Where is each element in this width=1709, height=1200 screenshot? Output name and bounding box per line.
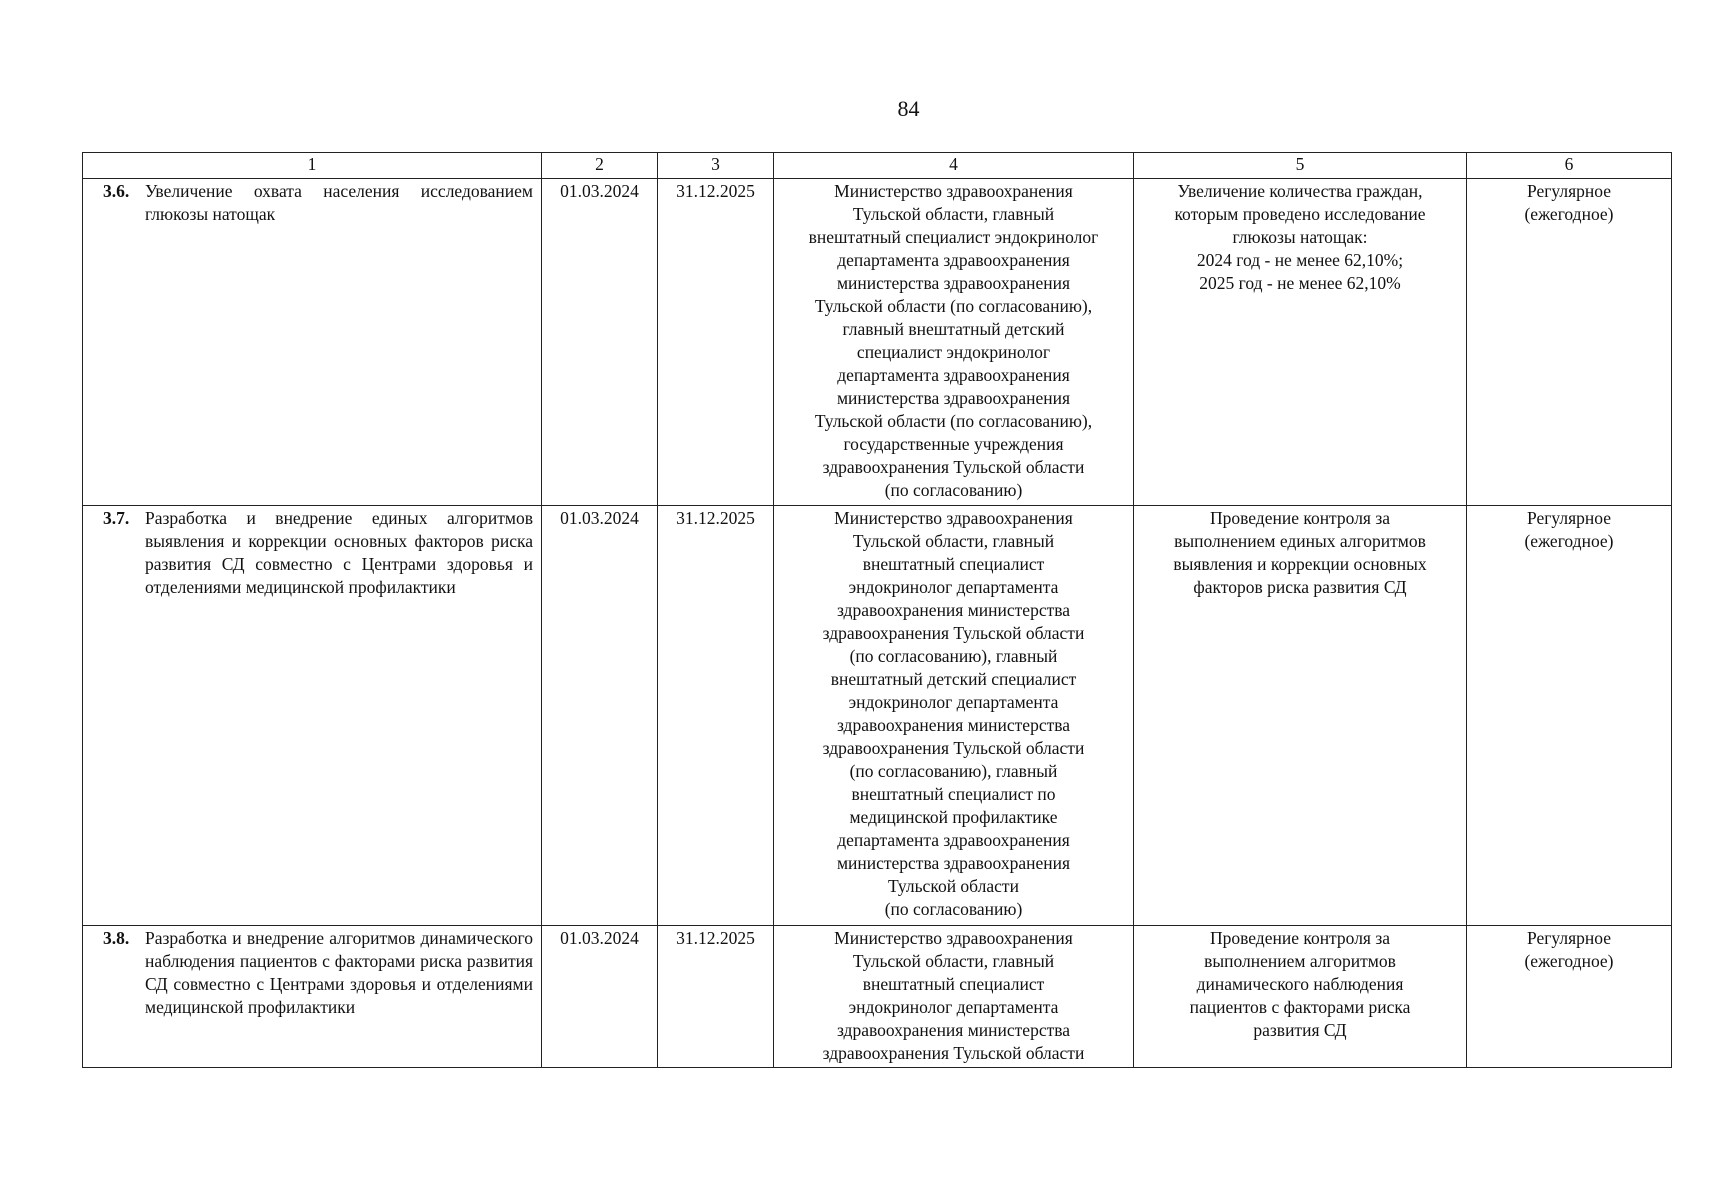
column-header-6: 6 bbox=[1467, 153, 1672, 179]
task-cell bbox=[83, 926, 542, 1068]
column-header-3: 3 bbox=[658, 153, 774, 179]
responsible-cell: Министерство здравоохранения Тульской области, главный внештатный специалист эндокринолог департамента здравоохранения министерства здравоохранения Тульской области (по согласованию), главный внештатный детский специалист эндокринолог департамента здравоохранения министерства здравоохранения Тульской области (по согласованию), главный внештатный специалист по медицинской профилактике департамента здравоохранения министерства здравоохранения Тульской области (по согласованию) bbox=[774, 506, 1134, 926]
page-number: 84 bbox=[897, 96, 920, 121]
start-date: 01.03.2024 bbox=[542, 926, 658, 1068]
measures-table bbox=[82, 152, 1672, 1068]
result-cell: Увеличение количества граждан, которым проведено исследование глюкозы натощак: 2024 год - не менее 62,10%; 2025 год - не менее 62,10% bbox=[1134, 179, 1467, 506]
table-row bbox=[83, 506, 1672, 926]
task-text: Разработка и внедрение единых алгоритмов выявления и коррекции основных факторов риска развития СД совместно с Центрами здоровья и отделениями медицинской профилактики bbox=[145, 508, 533, 597]
header-row bbox=[83, 153, 1672, 179]
end-date: 31.12.2025 bbox=[658, 506, 774, 926]
result-cell: Проведение контроля за выполнением единых алгоритмов выявления и коррекции основных факторов риска развития СД bbox=[1134, 506, 1467, 926]
column-header-1: 1 bbox=[83, 153, 542, 179]
responsible-cell: Министерство здравоохранения Тульской области, главный внештатный специалист эндокринолог департамента здравоохранения министерства здравоохранения Тульской области bbox=[774, 926, 1134, 1068]
table-row bbox=[83, 926, 1672, 1068]
result-cell: Проведение контроля за выполнением алгоритмов динамического наблюдения пациентов с факторами риска развития СД bbox=[1134, 926, 1467, 1068]
task-text: Увеличение охвата населения исследованием глюкозы натощак bbox=[145, 181, 533, 224]
frequency-cell: Регулярное (ежегодное) bbox=[1467, 926, 1672, 1068]
frequency-cell: Регулярное (ежегодное) bbox=[1467, 179, 1672, 506]
item-number: 3.7. bbox=[103, 508, 130, 528]
task-cell bbox=[83, 506, 542, 926]
task-text: Разработка и внедрение алгоритмов динамического наблюдения пациентов с факторами риска развития СД совместно с Центрами здоровья и отделениями медицинской профилактики bbox=[145, 928, 533, 1017]
responsible-cell: Министерство здравоохранения Тульской области, главный внештатный специалист эндокринолог департамента здравоохранения министерства здравоохранения Тульской области (по согласованию), главный внештатный детский специалист эндокринолог департамента здравоохранения министерства здравоохранения Тульской области (по согласованию), государственные учреждения здравоохранения Тульской области (по согласованию) bbox=[774, 179, 1134, 506]
item-number: 3.8. bbox=[103, 928, 130, 948]
end-date: 31.12.2025 bbox=[658, 179, 774, 506]
start-date: 01.03.2024 bbox=[542, 179, 658, 506]
table-row bbox=[83, 179, 1672, 506]
column-header-2: 2 bbox=[542, 153, 658, 179]
column-header-5: 5 bbox=[1134, 153, 1467, 179]
task-cell bbox=[83, 179, 542, 506]
frequency-cell: Регулярное (ежегодное) bbox=[1467, 506, 1672, 926]
end-date: 31.12.2025 bbox=[658, 926, 774, 1068]
start-date: 01.03.2024 bbox=[542, 506, 658, 926]
column-header-4: 4 bbox=[774, 153, 1134, 179]
item-number: 3.6. bbox=[103, 181, 130, 201]
